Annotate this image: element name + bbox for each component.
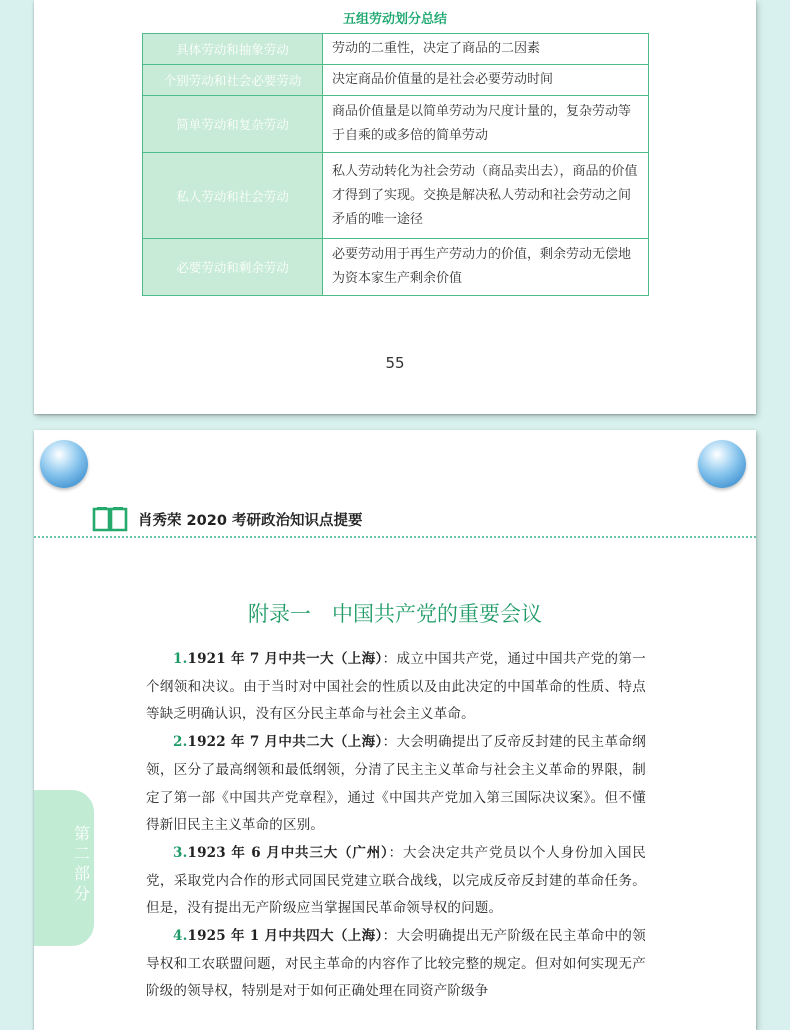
blue-orb-left-icon — [40, 440, 88, 488]
item-body: ：大会决定共产党员以个人身份加入国民党，采取党内合作的形式同国民党建立联合战线，以完成反帝反封建的革命任务。但是，没有提出无产阶级应当掌握国民革命领导权的问题。 — [146, 844, 646, 917]
table-title: 五组劳动划分总结 — [342, 12, 447, 27]
table-desc-cell: 劳动的二重性，决定了商品的二因素 — [323, 34, 649, 65]
appendix-title: 附录一 中国共产党的重要会议 — [248, 602, 542, 626]
item-heading: 1925 年 1 月中共四大（上海） — [187, 928, 383, 945]
bottom-page — [34, 430, 756, 1030]
table-term-cell: 私人劳动和社会劳动 — [143, 153, 323, 239]
side-tab-label: 第二部分 — [73, 824, 90, 903]
meeting-item — [146, 729, 646, 840]
table-term-cell: 简单劳动和复杂劳动 — [143, 96, 323, 153]
labor-summary-table — [142, 33, 649, 296]
top-page — [34, 0, 756, 414]
table-row — [143, 96, 649, 153]
table-row — [143, 34, 649, 65]
meeting-item — [146, 923, 646, 1006]
table-term-cell: 个别劳动和社会必要劳动 — [143, 65, 323, 96]
item-heading: 1922 年 7 月中共二大（上海） — [187, 734, 383, 751]
blue-orb-right-icon — [698, 440, 746, 488]
page-number: 55 — [385, 354, 405, 372]
table-row — [143, 65, 649, 96]
table-row — [143, 239, 649, 296]
item-number: 1. — [173, 651, 188, 667]
item-body: ：大会明确提出无产阶级在民主革命中的领导权和工农联盟问题，对民主革命的内容作了比较完整的规定。但对如何实现无产阶级的领导权，特别是对于如何正确处理在同资产阶级争 — [146, 928, 646, 1000]
table-desc-cell: 商品价值量是以简单劳动为尺度计量的，复杂劳动等于自乘的或多倍的简单劳动 — [323, 96, 649, 153]
table-term-cell: 具体劳动和抽象劳动 — [143, 34, 323, 65]
table-row — [143, 153, 649, 239]
item-number: 2. — [173, 734, 188, 751]
part-side-tab — [34, 790, 94, 946]
table-desc-cell: 必要劳动用于再生产劳动力的价值，剩余劳动无偿地为资本家生产剩余价值 — [323, 239, 649, 296]
item-heading: 1921 年 7 月中共一大（上海） — [187, 651, 383, 667]
meeting-item — [146, 840, 646, 923]
table-desc-cell: 私人劳动转化为社会劳动（商品卖出去），商品的价值才得到了实现。交换是解决私人劳动和社会劳动之间矛盾的唯一途径 — [323, 153, 649, 239]
item-body: ：大会明确提出了反帝反封建的民主革命纲领，区分了最高纲领和最低纲领，分清了民主主义革命与社会主义革命的界限，制定了第一部《中国共产党章程》，通过《中国共产党加入第三国际决议案》。但不懂得新旧民主主义革命的区别。 — [146, 734, 646, 834]
meeting-item — [146, 646, 646, 729]
item-number: 4. — [173, 928, 188, 945]
table-desc-cell: 决定商品价值量的是社会必要劳动时间 — [323, 65, 649, 96]
item-number: 3. — [173, 844, 188, 861]
book-title: 肖秀荣 2020 考研政治知识点提要 — [138, 513, 363, 529]
appendix-body — [146, 646, 646, 1006]
item-heading: 1923 年 6 月中共三大（广州） — [187, 844, 389, 861]
open-book-icon — [92, 506, 128, 532]
header-divider — [34, 536, 756, 538]
table-term-cell: 必要劳动和剩余劳动 — [143, 239, 323, 296]
item-body: ：成立中国共产党，通过中国共产党的第一个纲领和决议。由于当时对中国社会的性质以及由此决定的中国革命的性质、特点等缺乏明确认识，没有区分民主革命与社会主义革命。 — [146, 651, 646, 723]
